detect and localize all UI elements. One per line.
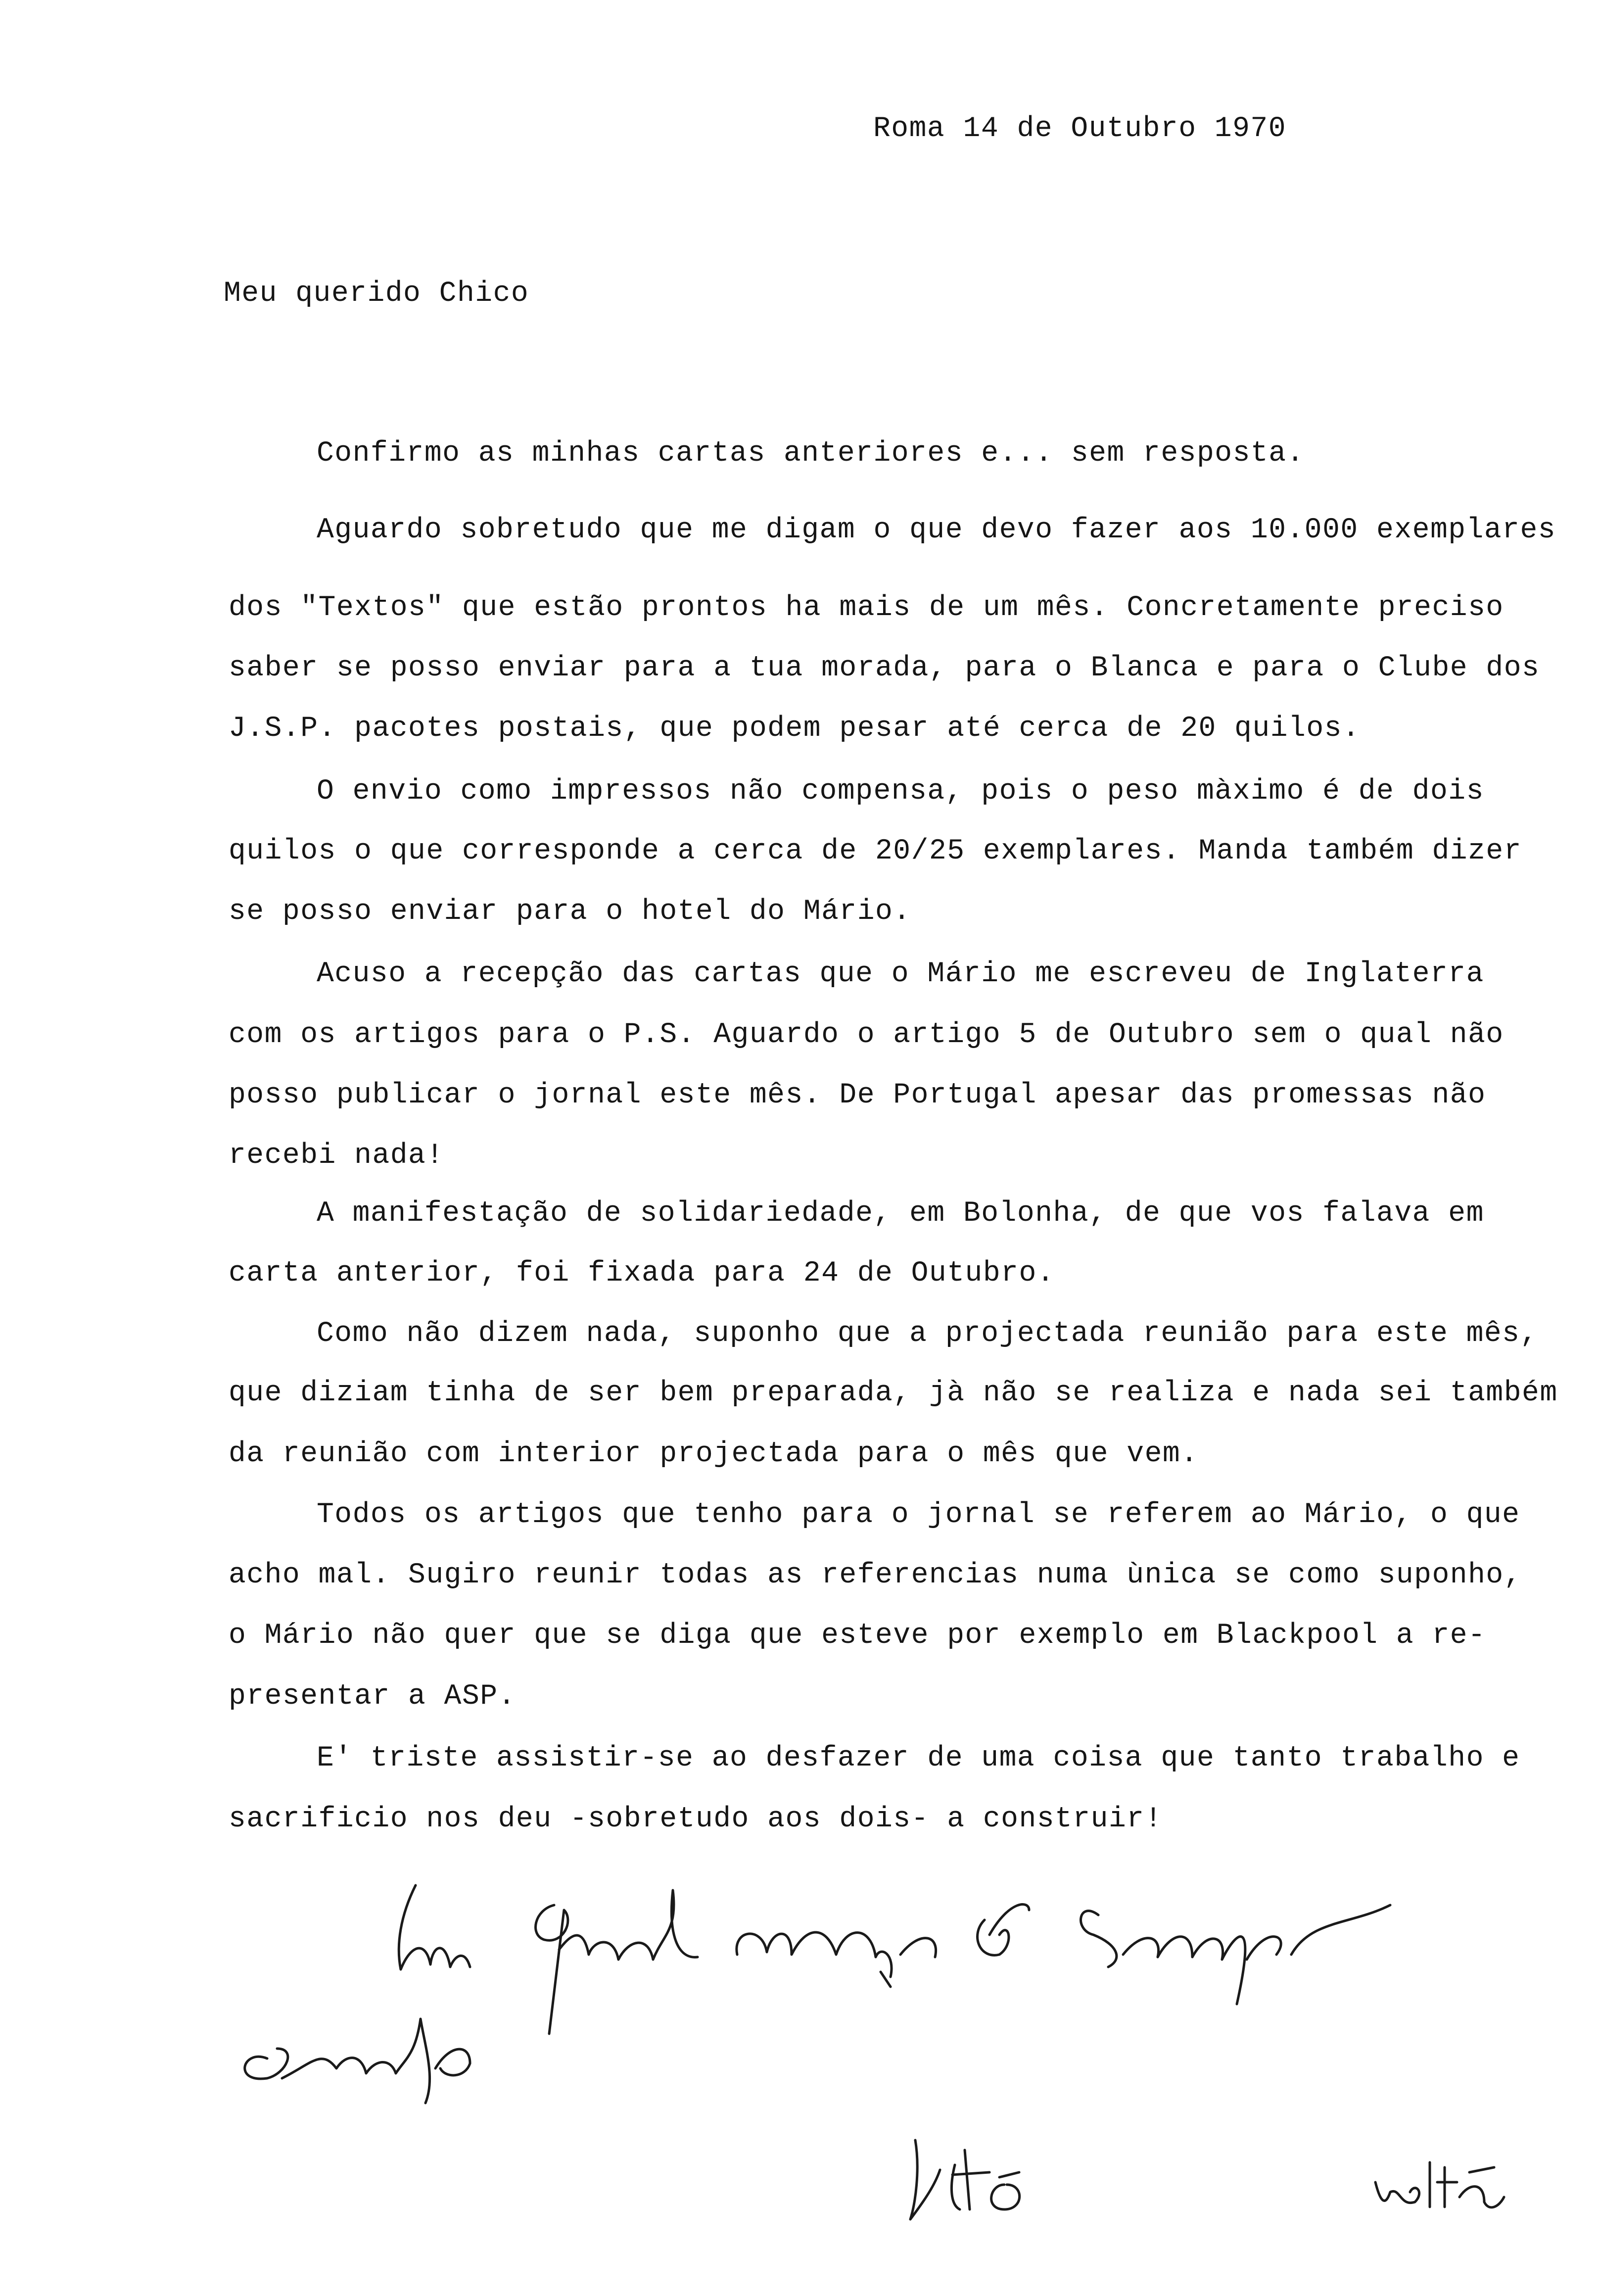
letter-line: Como não dizem nada, suponho que a projectada reunião para este mês, xyxy=(317,1318,1538,1350)
letter-line: quilos o que corresponde a cerca de 20/25 exemplares. Manda também dizer xyxy=(229,835,1522,867)
letter-line: o Mário não quer que se diga que esteve por exemplo em Blackpool a re- xyxy=(229,1620,1486,1652)
letter-line: Todos os artigos que tenho para o jornal se referem ao Mário, o que xyxy=(317,1499,1520,1531)
letter-line: A manifestação de solidariedade, em Bolonha, de que vos falava em xyxy=(317,1197,1484,1230)
letter-line: J.S.P. pacotes postais, que podem pesar até cerca de 20 quilos. xyxy=(229,713,1361,745)
letter-line: recebi nada! xyxy=(229,1140,444,1172)
handwritten-closing xyxy=(237,1870,1435,2128)
letter-line: Acuso a recepção das cartas que o Mário me escreveu de Inglaterra xyxy=(317,958,1484,990)
letter-line: posso publicar o jornal este mês. De Portugal apesar das promessas não xyxy=(229,1079,1486,1111)
handwritten-turn-note xyxy=(1370,2152,1519,2222)
letter-line: sacrificio nos deu -sobretudo aos dois- a construir! xyxy=(229,1803,1163,1835)
letter-line: E' triste assistir-se ao desfazer de uma coisa que tanto trabalho e xyxy=(317,1742,1520,1774)
letter-line: saber se posso enviar para a tua morada, para o Blanca e para o Clube dos xyxy=(229,652,1540,684)
letter-line: presentar a ASP. xyxy=(229,1680,516,1713)
letter-line: carta anterior, foi fixada para 24 de Outubro. xyxy=(229,1257,1055,1290)
letter-line: O envio como impressos não compensa, pois o peso màximo é de dois xyxy=(317,775,1484,808)
letter-line: Aguardo sobretudo que me digam o que devo fazer aos 10.000 exemplares xyxy=(317,514,1556,546)
letter-line: se posso enviar para o hotel do Mário. xyxy=(229,896,911,928)
letter-line: da reunião com interior projectada para o mês que vem. xyxy=(229,1438,1199,1470)
letter-line: dos "Textos" que estão prontos ha mais de um mês. Concretamente preciso xyxy=(229,592,1504,624)
letter-date: Roma 14 de Outubro 1970 xyxy=(873,113,1287,145)
letter-line: com os artigos para o P.S. Aguardo o artigo 5 de Outubro sem o qual não xyxy=(229,1019,1504,1051)
letter-line: que diziam tinha de ser bem preparada, jà não se realiza e nada sei também xyxy=(229,1377,1558,1409)
letter-line: acho mal. Sugiro reunir todas as referencias numa ùnica se como suponho, xyxy=(229,1559,1522,1591)
letter-line: Confirmo as minhas cartas anteriores e... sem resposta. xyxy=(317,437,1305,470)
handwritten-signature xyxy=(905,2130,1044,2229)
letter-salutation: Meu querido Chico xyxy=(224,278,529,310)
